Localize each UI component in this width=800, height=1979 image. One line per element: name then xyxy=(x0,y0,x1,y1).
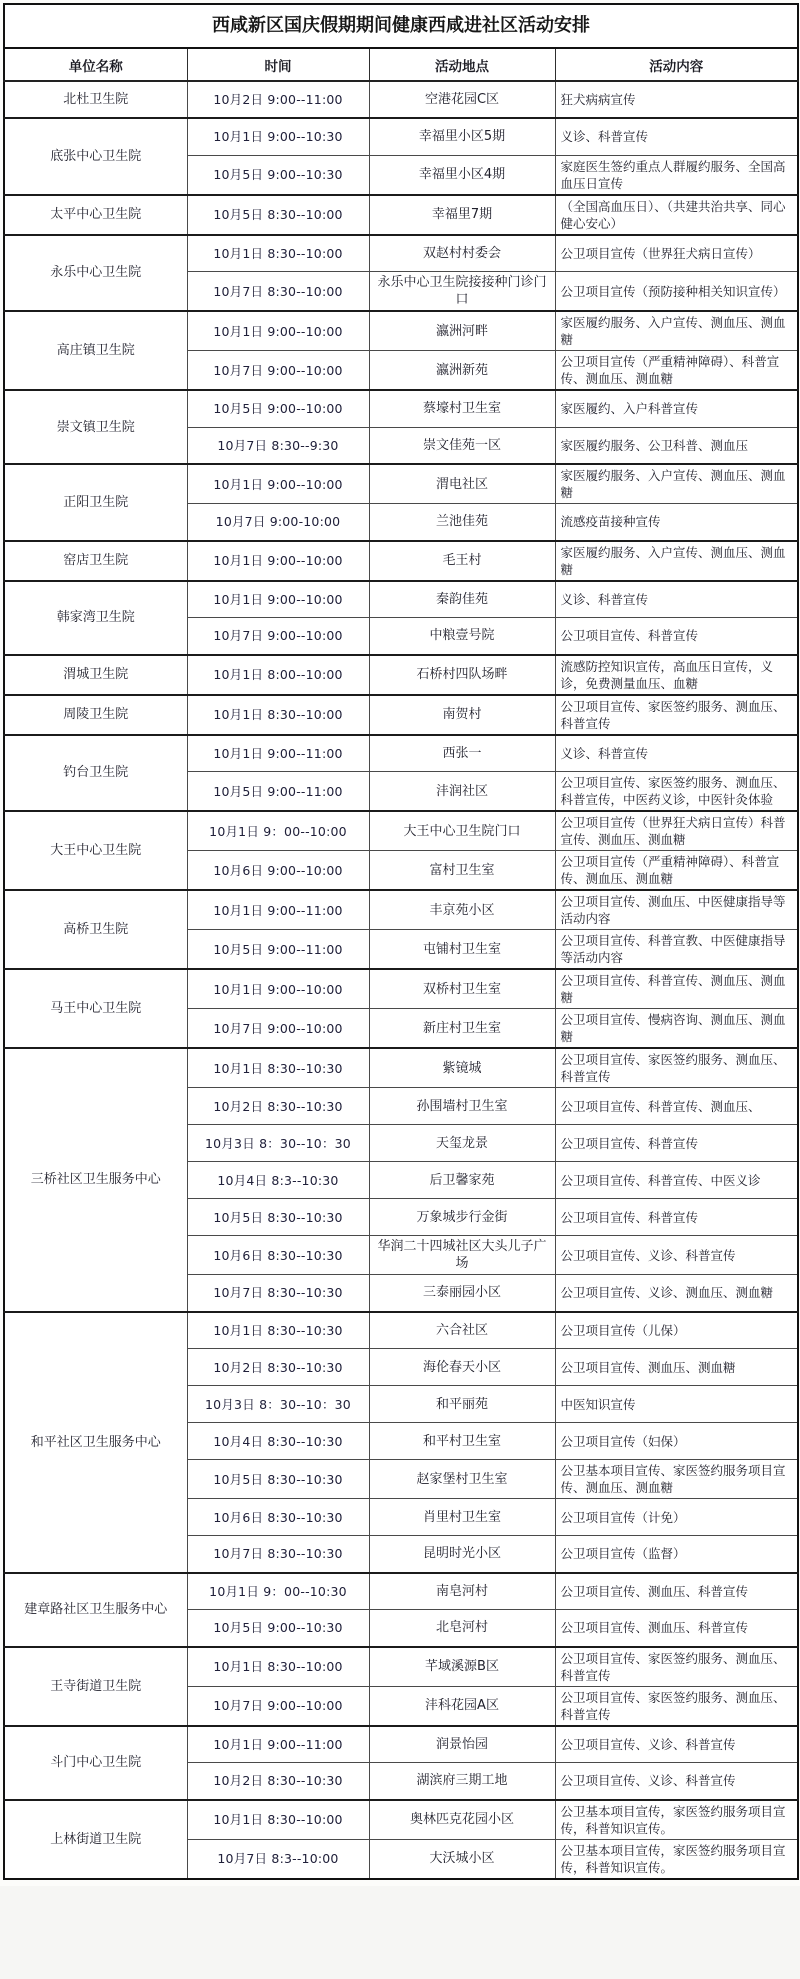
unit-cell: 王寺街道卫生院 xyxy=(4,1647,187,1726)
place-cell: 南贺村 xyxy=(369,695,555,735)
place-cell: 富村卫生室 xyxy=(369,851,555,891)
content-cell: 公卫项目宣传、家医签约服务、测血压、科普宣传 xyxy=(555,1647,798,1687)
place-cell: 芊域溪源B区 xyxy=(369,1647,555,1687)
content-cell: 公卫基本项目宣传，家医签约服务项目宣传，科普知识宣传。 xyxy=(555,1839,798,1879)
content-cell: 公卫项目宣传（预防接种相关知识宣传） xyxy=(555,272,798,312)
place-cell: 沣科花园A区 xyxy=(369,1686,555,1726)
time-cell: 10月5日 9:00--11:00 xyxy=(187,930,369,970)
time-cell: 10月1日 9:00--10:00 xyxy=(187,464,369,504)
place-cell: 南皂河村 xyxy=(369,1573,555,1610)
table-row xyxy=(4,1647,798,1687)
table-row xyxy=(4,1726,798,1763)
unit-cell: 三桥社区卫生服务中心 xyxy=(4,1048,187,1312)
content-cell: 义诊、科普宣传 xyxy=(555,735,798,772)
content-cell: 义诊、科普宣传 xyxy=(555,118,798,155)
place-cell: 兰池佳苑 xyxy=(369,504,555,541)
content-cell: 公卫基本项目宣传、家医签约服务项目宣传、测血压、测血糖 xyxy=(555,1460,798,1499)
content-cell: 公卫项目宣传（严重精神障碍）、科普宣传、测血压、测血糖 xyxy=(555,351,798,391)
content-cell: 公卫项目宣传、科普宣传、测血压、 xyxy=(555,1088,798,1125)
content-cell: 家医履约服务、公卫科普、测血压 xyxy=(555,427,798,464)
time-cell: 10月1日 9:00--11:00 xyxy=(187,1726,369,1763)
time-cell: 10月7日 8:30--9:30 xyxy=(187,427,369,464)
content-cell: 中医知识宣传 xyxy=(555,1386,798,1423)
content-cell: 公卫项目宣传、义诊、科普宣传 xyxy=(555,1763,798,1800)
time-cell: 10月1日 9:00--10:00 xyxy=(187,541,369,581)
content-cell: 公卫项目宣传、测血压、中医健康指导等活动内容 xyxy=(555,890,798,930)
content-cell: 公卫项目宣传（计免） xyxy=(555,1499,798,1536)
content-cell: 流感防控知识宣传，高血压日宣传，义诊，免费测量血压、血糖 xyxy=(555,655,798,695)
content-cell: （全国高血压日）、（共建共治共享、同心健心安心） xyxy=(555,195,798,235)
column-header-unit-name: 单位名称 xyxy=(4,48,187,81)
content-cell: 家医履约服务、入户宣传、测血压、测血糖 xyxy=(555,541,798,581)
content-cell: 公卫项目宣传（世界狂犬病日宣传） xyxy=(555,235,798,272)
table-row xyxy=(4,655,798,695)
content-cell: 公卫项目宣传、家医签约服务、测血压、科普宣传 xyxy=(555,695,798,735)
unit-cell: 高桥卫生院 xyxy=(4,890,187,969)
column-header-row xyxy=(4,48,798,81)
place-cell: 和平村卫生室 xyxy=(369,1423,555,1460)
schedule-table-body xyxy=(4,81,798,1879)
place-cell: 赵家堡村卫生室 xyxy=(369,1460,555,1499)
time-cell: 10月5日 9:00--10:00 xyxy=(187,390,369,427)
content-cell: 公卫项目宣传（儿保） xyxy=(555,1312,798,1349)
place-cell: 瀛洲河畔 xyxy=(369,311,555,351)
table-row xyxy=(4,581,798,618)
content-cell: 公卫项目宣传、科普宣传、中医义诊 xyxy=(555,1162,798,1199)
unit-cell: 底张中心卫生院 xyxy=(4,118,187,195)
place-cell: 润景怡园 xyxy=(369,1726,555,1763)
place-cell: 万象城步行金街 xyxy=(369,1199,555,1236)
time-cell: 10月2日 9:00--11:00 xyxy=(187,81,369,118)
time-cell: 10月3日 8：30--10：30 xyxy=(187,1125,369,1162)
unit-cell: 窑店卫生院 xyxy=(4,541,187,581)
table-row xyxy=(4,390,798,427)
content-cell: 公卫项目宣传、家医签约服务、测血压、科普宣传 xyxy=(555,1686,798,1726)
content-cell: 公卫项目宣传（世界狂犬病日宣传）科普宣传、测血压、测血糖 xyxy=(555,811,798,851)
unit-cell: 北杜卫生院 xyxy=(4,81,187,118)
content-cell: 流感疫苗接种宣传 xyxy=(555,504,798,541)
time-cell: 10月1日 8:00--10:00 xyxy=(187,655,369,695)
content-cell: 家医履约服务、入户宣传、测血压、测血糖 xyxy=(555,464,798,504)
place-cell: 崇文佳苑一区 xyxy=(369,427,555,464)
time-cell: 10月6日 8:30--10:30 xyxy=(187,1499,369,1536)
place-cell: 幸福里小区5期 xyxy=(369,118,555,155)
time-cell: 10月7日 9:00--10:00 xyxy=(187,618,369,655)
time-cell: 10月5日 9:00--10:30 xyxy=(187,1610,369,1647)
time-cell: 10月7日 8:30--10:30 xyxy=(187,1536,369,1573)
time-cell: 10月1日 8:30--10:00 xyxy=(187,695,369,735)
unit-cell: 上林街道卫生院 xyxy=(4,1800,187,1879)
time-cell: 10月1日 9:00--10:00 xyxy=(187,581,369,618)
time-cell: 10月1日 9：00--10:00 xyxy=(187,811,369,851)
place-cell: 空港花园C区 xyxy=(369,81,555,118)
time-cell: 10月1日 9：00--10:30 xyxy=(187,1573,369,1610)
place-cell: 北皂河村 xyxy=(369,1610,555,1647)
content-cell: 狂犬病病宣传 xyxy=(555,81,798,118)
content-cell: 公卫项目宣传（严重精神障碍）、科普宣传、测血压、测血糖 xyxy=(555,851,798,891)
time-cell: 10月5日 9:00--10:30 xyxy=(187,155,369,195)
activity-schedule-table xyxy=(3,3,799,1880)
place-cell: 孙围墙村卫生室 xyxy=(369,1088,555,1125)
time-cell: 10月7日 8:3--10:00 xyxy=(187,1839,369,1879)
place-cell: 大沃城小区 xyxy=(369,1839,555,1879)
place-cell: 昆明时光小区 xyxy=(369,1536,555,1573)
table-row xyxy=(4,735,798,772)
time-cell: 10月1日 9:00--11:00 xyxy=(187,890,369,930)
time-cell: 10月3日 8：30--10：30 xyxy=(187,1386,369,1423)
unit-cell: 钓台卫生院 xyxy=(4,735,187,812)
time-cell: 10月1日 9:00--10:00 xyxy=(187,969,369,1009)
place-cell: 双桥村卫生室 xyxy=(369,969,555,1009)
content-cell: 公卫项目宣传、科普宣传 xyxy=(555,618,798,655)
content-cell: 公卫项目宣传、科普宣传 xyxy=(555,1199,798,1236)
place-cell: 海伦春天小区 xyxy=(369,1349,555,1386)
time-cell: 10月2日 8:30--10:30 xyxy=(187,1088,369,1125)
content-cell: 公卫项目宣传、义诊、测血压、测血糖 xyxy=(555,1275,798,1312)
time-cell: 10月4日 8:3--10:30 xyxy=(187,1162,369,1199)
time-cell: 10月2日 8:30--10:30 xyxy=(187,1763,369,1800)
content-cell: 公卫项目宣传（监督） xyxy=(555,1536,798,1573)
table-row xyxy=(4,1800,798,1840)
unit-cell: 周陵卫生院 xyxy=(4,695,187,735)
place-cell: 永乐中心卫生院接接种门诊门口 xyxy=(369,272,555,312)
content-cell: 公卫项目宣传、测血压、科普宣传 xyxy=(555,1573,798,1610)
place-cell: 双赵村村委会 xyxy=(369,235,555,272)
time-cell: 10月5日 9:00--11:00 xyxy=(187,772,369,812)
place-cell: 湖滨府三期工地 xyxy=(369,1763,555,1800)
place-cell: 瀛洲新苑 xyxy=(369,351,555,391)
place-cell: 幸福里小区4期 xyxy=(369,155,555,195)
place-cell: 石桥村四队场畔 xyxy=(369,655,555,695)
column-header-location: 活动地点 xyxy=(369,48,555,81)
table-row xyxy=(4,890,798,930)
place-cell: 新庄村卫生室 xyxy=(369,1009,555,1049)
unit-cell: 斗门中心卫生院 xyxy=(4,1726,187,1800)
place-cell: 渭电社区 xyxy=(369,464,555,504)
place-cell: 沣润社区 xyxy=(369,772,555,812)
table-row xyxy=(4,695,798,735)
time-cell: 10月7日 9:00--10:00 xyxy=(187,351,369,391)
place-cell: 蔡壕村卫生室 xyxy=(369,390,555,427)
place-cell: 毛王村 xyxy=(369,541,555,581)
time-cell: 10月7日 9:00--10:00 xyxy=(187,1009,369,1049)
place-cell: 幸福里7期 xyxy=(369,195,555,235)
content-cell: 公卫项目宣传、测血压、科普宣传 xyxy=(555,1610,798,1647)
content-cell: 公卫项目宣传、义诊、科普宣传 xyxy=(555,1236,798,1275)
place-cell: 后卫馨家苑 xyxy=(369,1162,555,1199)
time-cell: 10月1日 9:00--10:00 xyxy=(187,311,369,351)
table-row xyxy=(4,81,798,118)
place-cell: 紫镜城 xyxy=(369,1048,555,1088)
table-row xyxy=(4,311,798,351)
content-cell: 公卫项目宣传（妇保） xyxy=(555,1423,798,1460)
content-cell: 公卫项目宣传、测血压、测血糖 xyxy=(555,1349,798,1386)
time-cell: 10月2日 8:30--10:30 xyxy=(187,1349,369,1386)
time-cell: 10月7日 8:30--10:00 xyxy=(187,272,369,312)
time-cell: 10月1日 8:30--10:00 xyxy=(187,1647,369,1687)
table-row xyxy=(4,1048,798,1088)
table-row xyxy=(4,118,798,155)
column-header-time: 时间 xyxy=(187,48,369,81)
unit-cell: 高庄镇卫生院 xyxy=(4,311,187,390)
table-row xyxy=(4,541,798,581)
unit-cell: 建章路社区卫生服务中心 xyxy=(4,1573,187,1647)
content-cell: 义诊、科普宣传 xyxy=(555,581,798,618)
place-cell: 肖里村卫生室 xyxy=(369,1499,555,1536)
title-row xyxy=(4,4,798,48)
time-cell: 10月7日 9:00-10:00 xyxy=(187,504,369,541)
time-cell: 10月1日 8:30--10:00 xyxy=(187,1800,369,1840)
place-cell: 六合社区 xyxy=(369,1312,555,1349)
place-cell: 华润二十四城社区大头儿子广场 xyxy=(369,1236,555,1275)
time-cell: 10月5日 8:30--10:30 xyxy=(187,1460,369,1499)
place-cell: 三泰丽园小区 xyxy=(369,1275,555,1312)
unit-cell: 渭城卫生院 xyxy=(4,655,187,695)
time-cell: 10月1日 8:30--10:00 xyxy=(187,235,369,272)
table-row xyxy=(4,235,798,272)
content-cell: 公卫项目宣传、科普宣传、测血压、测血糖 xyxy=(555,969,798,1009)
content-cell: 公卫项目宣传、科普宣教、中医健康指导等活动内容 xyxy=(555,930,798,970)
time-cell: 10月7日 8:30--10:30 xyxy=(187,1275,369,1312)
unit-cell: 和平社区卫生服务中心 xyxy=(4,1312,187,1573)
place-cell: 中粮壹号院 xyxy=(369,618,555,655)
table-row xyxy=(4,1312,798,1349)
unit-cell: 太平中心卫生院 xyxy=(4,195,187,235)
content-cell: 公卫项目宣传、义诊、科普宣传 xyxy=(555,1726,798,1763)
time-cell: 10月6日 9:00--10:00 xyxy=(187,851,369,891)
table-row xyxy=(4,195,798,235)
unit-cell: 韩家湾卫生院 xyxy=(4,581,187,655)
time-cell: 10月1日 9:00--10:30 xyxy=(187,118,369,155)
unit-cell: 马王中心卫生院 xyxy=(4,969,187,1048)
unit-cell: 永乐中心卫生院 xyxy=(4,235,187,312)
content-cell: 公卫项目宣传、慢病咨询、测血压、测血糖 xyxy=(555,1009,798,1049)
place-cell: 天玺龙景 xyxy=(369,1125,555,1162)
time-cell: 10月4日 8:30--10:30 xyxy=(187,1423,369,1460)
time-cell: 10月6日 8:30--10:30 xyxy=(187,1236,369,1275)
content-cell: 家庭医生签约重点人群履约服务、全国高血压日宣传 xyxy=(555,155,798,195)
content-cell: 家医履约、入户科普宣传 xyxy=(555,390,798,427)
table-row xyxy=(4,464,798,504)
table-row xyxy=(4,969,798,1009)
page-title: 西咸新区国庆假期期间健康西咸进社区活动安排 xyxy=(4,4,798,48)
place-cell: 大王中心卫生院门口 xyxy=(369,811,555,851)
time-cell: 10月1日 8:30--10:30 xyxy=(187,1048,369,1088)
content-cell: 家医履约服务、入户宣传、测血压、测血糖 xyxy=(555,311,798,351)
time-cell: 10月5日 8:30--10:30 xyxy=(187,1199,369,1236)
unit-cell: 大王中心卫生院 xyxy=(4,811,187,890)
place-cell: 秦韵佳苑 xyxy=(369,581,555,618)
content-cell: 公卫项目宣传、科普宣传 xyxy=(555,1125,798,1162)
time-cell: 10月5日 8:30--10:00 xyxy=(187,195,369,235)
place-cell: 屯铺村卫生室 xyxy=(369,930,555,970)
unit-cell: 正阳卫生院 xyxy=(4,464,187,541)
content-cell: 公卫项目宣传、家医签约服务、测血压、科普宣传，中医药义诊，中医针灸体验 xyxy=(555,772,798,812)
content-cell: 公卫项目宣传、家医签约服务、测血压、科普宣传 xyxy=(555,1048,798,1088)
column-header-content: 活动内容 xyxy=(555,48,798,81)
place-cell: 西张一 xyxy=(369,735,555,772)
place-cell: 丰京苑小区 xyxy=(369,890,555,930)
unit-cell: 崇文镇卫生院 xyxy=(4,390,187,464)
place-cell: 和平丽苑 xyxy=(369,1386,555,1423)
table-row xyxy=(4,811,798,851)
time-cell: 10月1日 9:00--11:00 xyxy=(187,735,369,772)
time-cell: 10月1日 8:30--10:30 xyxy=(187,1312,369,1349)
time-cell: 10月7日 9:00--10:00 xyxy=(187,1686,369,1726)
table-row xyxy=(4,1573,798,1610)
place-cell: 奥林匹克花园小区 xyxy=(369,1800,555,1840)
content-cell: 公卫基本项目宣传，家医签约服务项目宣传，科普知识宣传。 xyxy=(555,1800,798,1840)
